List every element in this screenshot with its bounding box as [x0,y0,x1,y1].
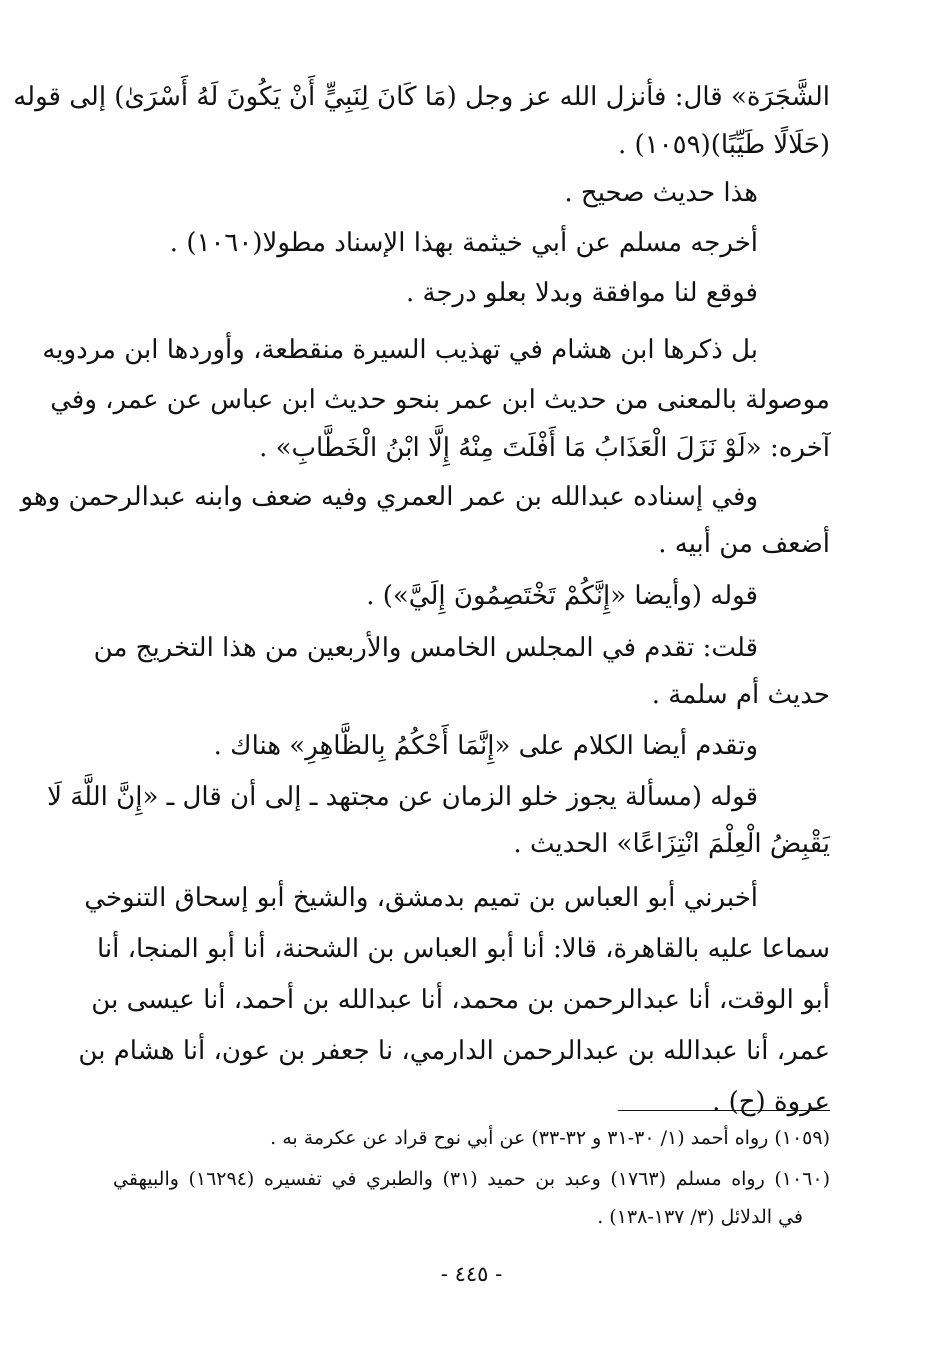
text-line: بل ذكرها ابن هشام في تهذيب السيرة منقطعة، وأوردها ابن مردويه [42,335,758,365]
text-line: حديث أم سلمة . [651,680,830,710]
text-line: سماعا عليه بالقاهرة، قالا: أنا أبو العباس بن الشحنة، أنا أبو المنجا، أنا [97,934,830,964]
text-line: عروة (ح) . [712,1087,830,1117]
footnote-line: (١٠٦٠) رواه مسلم (١٧٦٣) وعبد بن حميد (٣١) والطبري في تفسيره (١٦٢٩٤) والبيهقي [113,1168,830,1190]
text-line: يَقْبِضُ الْعِلْمَ انْتِزَاعًا» الحديث . [513,829,830,859]
footnote-line: (١٠٥٩) رواه أحمد (١/ ٣٠-٣١ و ٣٢-٣٣) عن أبي نوح قراد عن عكرمة به . [270,1127,830,1149]
text-line: آخره: «لَوْ نَزَلَ الْعَذَابُ مَا أَفْلَتَ مِنْهُ إِلَّا ابْنُ الْخَطَّابِ» . [259,433,830,463]
text-line: قوله (وأيضا «إِنَّكُمْ تَخْتَصِمُونَ إِلَيَّ») . [366,581,758,611]
text-line: أخبرني أبو العباس بن تميم بدمشق، والشيخ أبو إسحاق التنوخي [84,883,758,913]
text-line: موصولة بالمعنى من حديث ابن عمر بنحو حديث ابن عباس عن عمر، وفي [50,385,830,415]
footnote-line: في الدلائل (٣/ ١٣٧-١٣٨) . [597,1206,803,1228]
text-line: هذا حديث صحيح . [564,178,758,208]
page-number: - ٤٤٥ - [440,1262,503,1286]
text-line: وتقدم أيضا الكلام على «إِنَّمَا أَحْكُمُ بِالظَّاهِرِ» هناك . [213,731,758,761]
text-line: أضعف من أبيه . [658,529,830,559]
text-line: وفي إسناده عبدالله بن عمر العمري وفيه ضعف وابنه عبدالرحمن وهو [20,482,758,512]
text-line: فوقع لنا موافقة وبدلا بعلو درجة . [405,278,758,308]
text-line: عمر، أنا عبدالله بن عبدالرحمن الدارمي، نا جعفر بن عون، أنا هشام بن [78,1036,830,1066]
text-line: أخرجه مسلم عن أبي خيثمة بهذا الإسناد مطولا(١٠٦٠) . [169,228,758,258]
text-line: (حَلَالًا طَيِّبًا)(١٠٥٩) . [618,130,830,160]
text-line: الشَّجَرَة» قال: فأنزل الله عز وجل (مَا كَانَ لِنَبِيٍّ أَنْ يَكُونَ لَهُ أَسْرَىٰ) إلى قوله [13,82,830,112]
footnote-separator [618,1110,830,1111]
text-line: قوله (مسألة يجوز خلو الزمان عن مجتهد ـ إلى أن قال ـ «إِنَّ اللَّهَ لَا [47,782,758,812]
text-line: قلت: تقدم في المجلس الخامس والأربعين من هذا التخريج من [93,633,758,663]
text-line: أبو الوقت، أنا عبدالرحمن بن محمد، أنا عبدالله بن أحمد، أنا عيسى بن [91,985,830,1015]
